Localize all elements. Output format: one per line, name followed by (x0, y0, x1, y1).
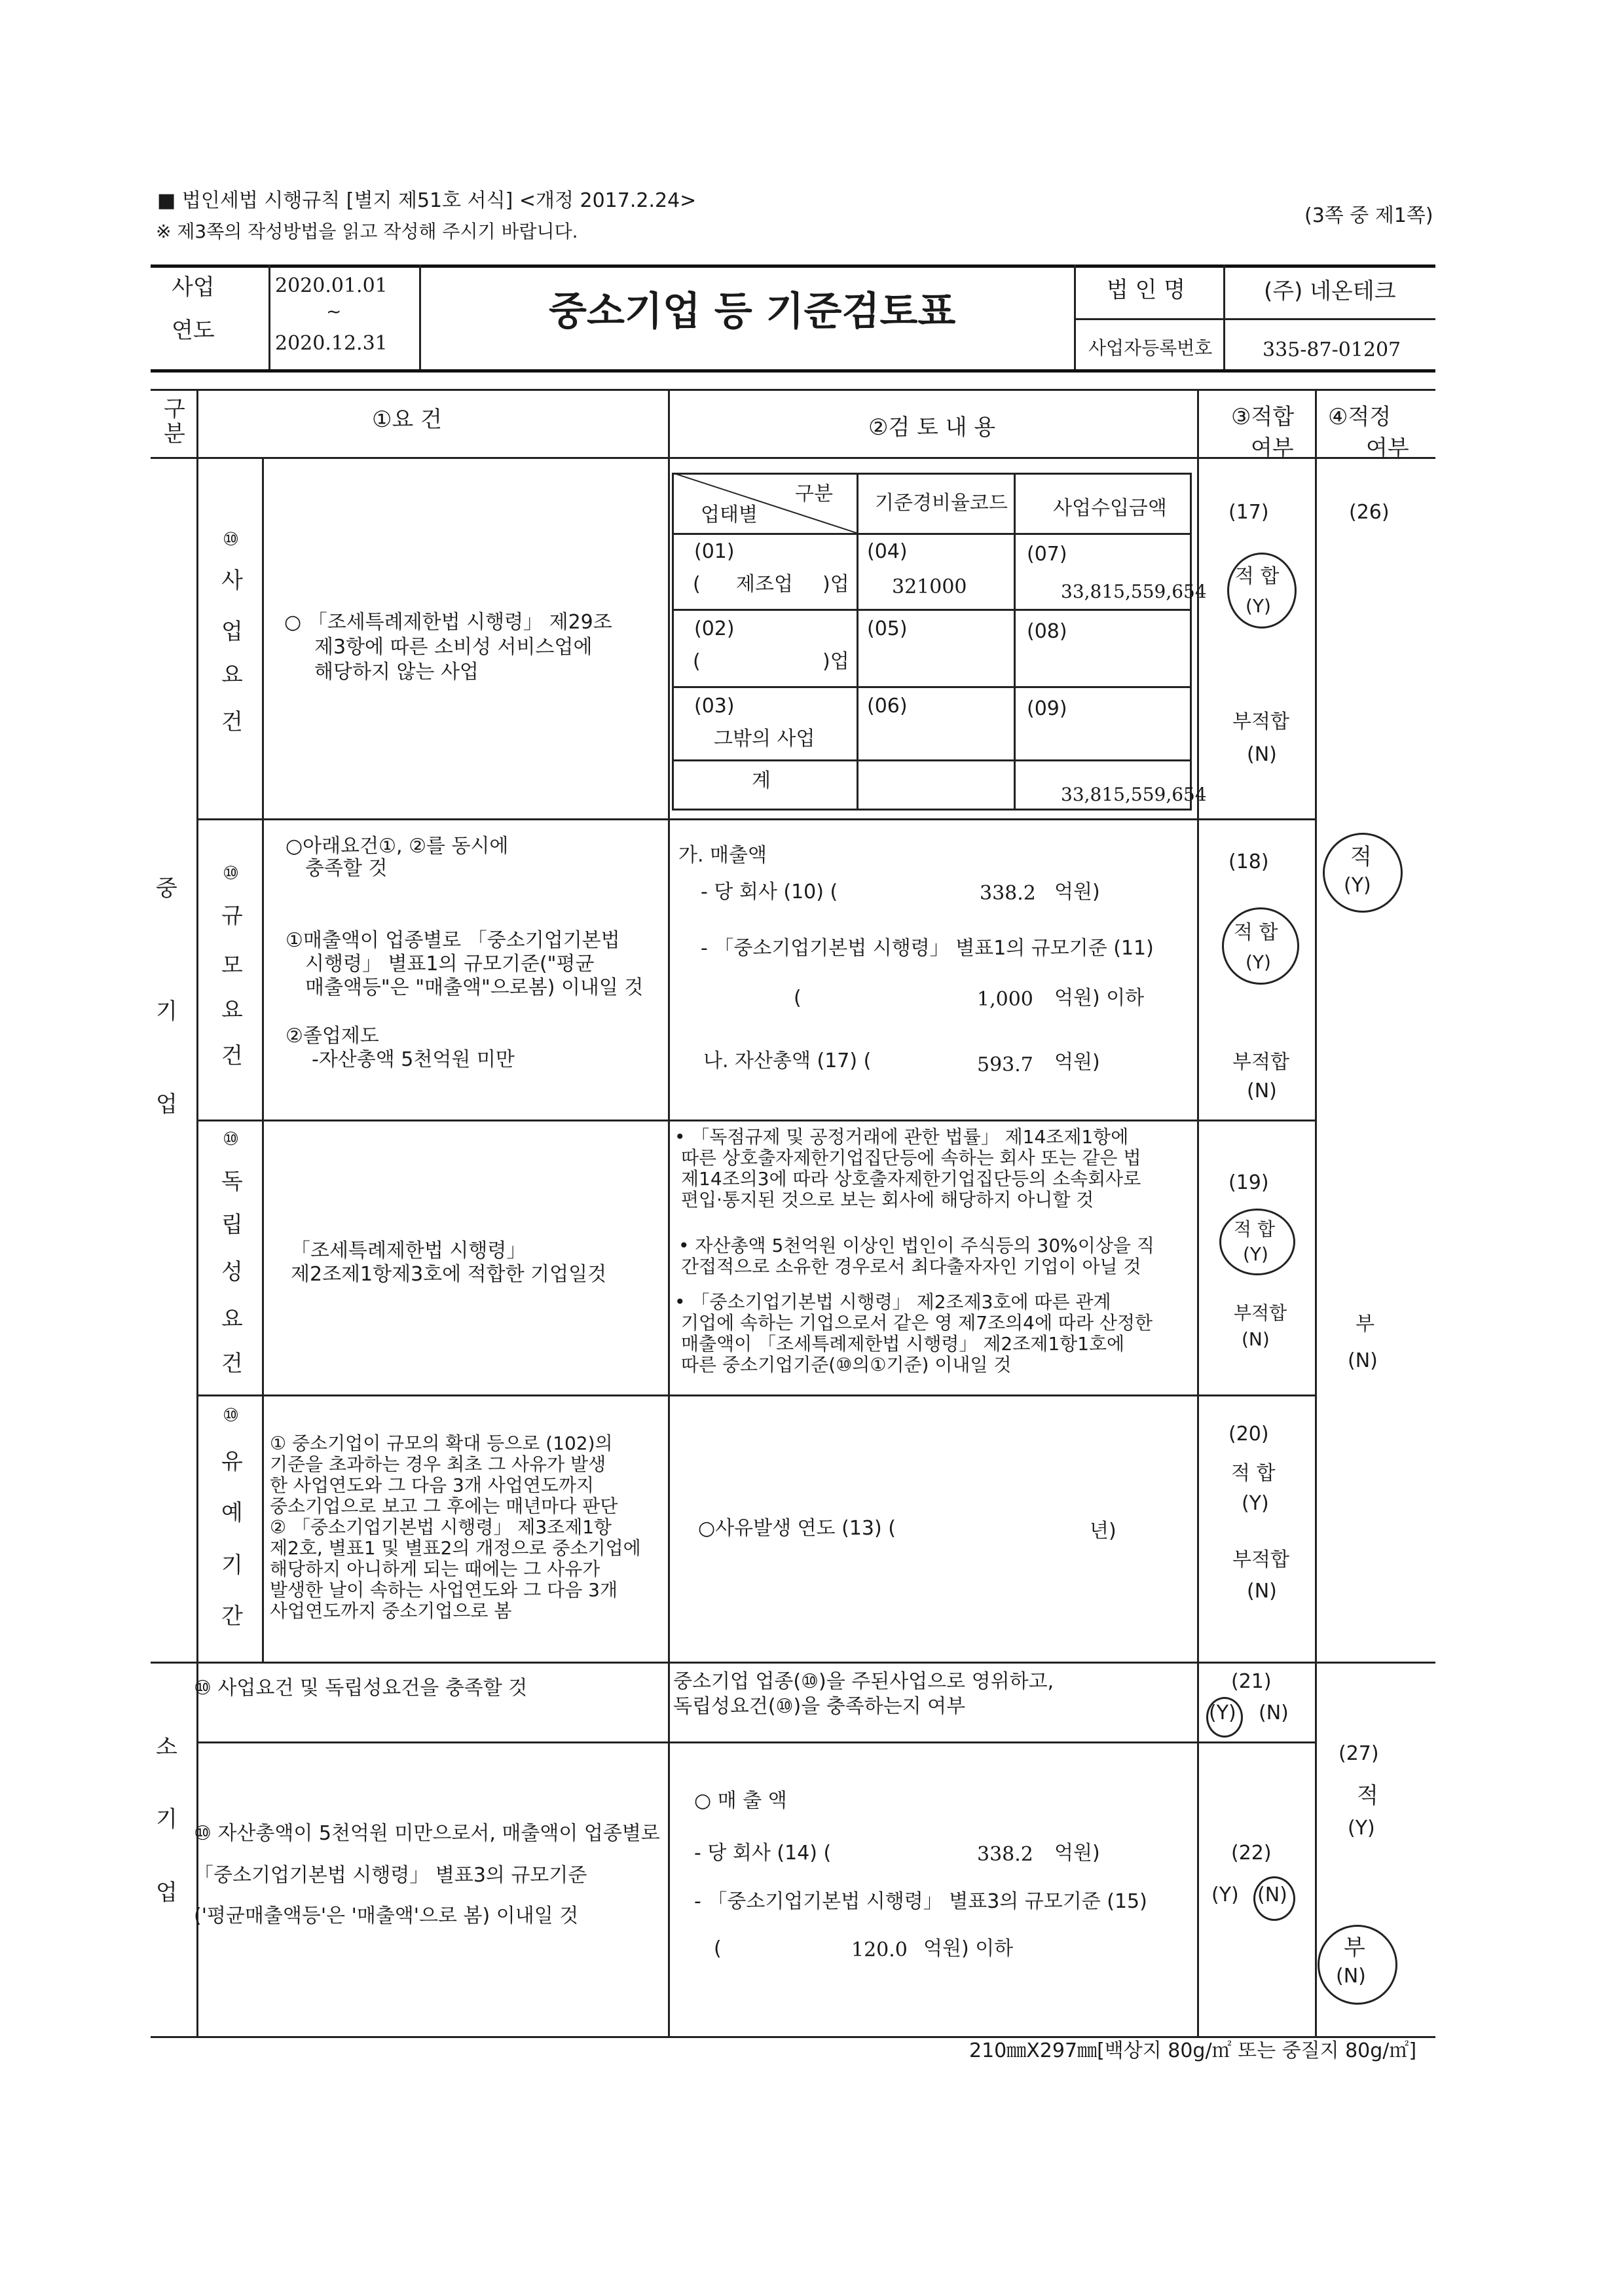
proper-yes: 적 (1350, 844, 1372, 870)
review-text: - 당 회사 (10) ( (701, 881, 838, 903)
col-divider (262, 457, 264, 1662)
requirement-text: 시행령」 별표1의 규모기준("평균 (305, 953, 595, 975)
review-text: 억원) 이하 (923, 1937, 1014, 1960)
industry-table-divider (672, 759, 1192, 761)
proper-yes: (Y) (1344, 874, 1371, 897)
row-label: 업 (221, 619, 243, 645)
fit-no: (N) (1257, 1884, 1287, 1906)
industry-table-divider (672, 609, 1192, 611)
row-divider (196, 818, 1315, 820)
row-label: 규 (221, 903, 243, 929)
row-label: 예 (221, 1500, 243, 1526)
section-label-medium: 기 (156, 998, 177, 1025)
requirement-text: 발생한 날이 속하는 사업연도와 그 다음 3개 (270, 1579, 618, 1601)
fit-yes: 적 합 (1235, 565, 1280, 588)
title-divider (268, 264, 270, 369)
fit-no: 부적합 (1232, 710, 1289, 733)
fit-yes: (Y) (1243, 1243, 1268, 1265)
instruction-note: ※ 제3쪽의 작성방법을 읽고 작성해 주시기 바랍니다. (156, 221, 578, 242)
requirement-text: ⑩ 자산총액이 5천억원 미만으로서, 매출액이 업종별로 (194, 1822, 660, 1845)
fit-yes: 적 합 (1234, 1218, 1275, 1240)
section-label-medium: 업 (156, 1091, 177, 1118)
cell-code: (06) (867, 695, 908, 718)
section-divider (151, 1662, 1435, 1664)
review-text: 기업에 속하는 기업으로서 같은 영 제7조의4에 따라 산정한 (681, 1312, 1153, 1334)
page-info: (3쪽 중 제1쪽) (1304, 204, 1433, 227)
header-gubun: 분 (164, 421, 185, 447)
cell-close: )업 (822, 650, 849, 673)
fit-yes: (Y) (1246, 595, 1271, 617)
review-text: 억원) 이하 (1054, 987, 1145, 1010)
requirement-text: 제2조제1항제3호에 적합한 기업일것 (291, 1263, 607, 1286)
row-label: 독 (221, 1169, 243, 1195)
row-label: 건 (221, 709, 243, 735)
review-text: 제14조의3에 따라 상호출자제한기업집단등의 소속회사로 (681, 1168, 1141, 1190)
requirement-text: 「중소기업기본법 시행령」 별표3의 규모기준 (194, 1864, 587, 1887)
industry-table-divider (672, 686, 1192, 688)
review-text: 중소기업 업종(⑩)을 주된사업으로 영위하고, (673, 1670, 1054, 1693)
review-value: 1,000 (977, 988, 1033, 1011)
row-divider (196, 1741, 1315, 1743)
row-label: 사 (221, 568, 243, 594)
form-title: 중소기업 등 기준검토표 (549, 289, 956, 335)
proper-yes: (Y) (1348, 1817, 1375, 1840)
header-fit: ③적합 (1231, 404, 1295, 430)
proper-no: (N) (1348, 1349, 1378, 1372)
title-top-rule (151, 264, 1435, 268)
industry-table-header: 기준경비율코드 (875, 492, 1008, 515)
section-label-small: 업 (156, 1880, 177, 1906)
title-divider (1223, 264, 1225, 369)
requirement-text: 중소기업으로 보고 그 후에는 매년마다 판단 (270, 1495, 618, 1517)
col-divider (1197, 389, 1199, 2036)
header-fit: 여부 (1251, 435, 1294, 462)
fit-number: (17) (1228, 501, 1269, 524)
fit-yes: 적 합 (1234, 921, 1278, 944)
selected-circle (1227, 553, 1297, 629)
section-label-small: 소 (156, 1734, 177, 1760)
row-code: ⑩ (223, 862, 240, 884)
period-tilde: ~ (326, 301, 342, 322)
review-text: • 「독점규제 및 공정거래에 관한 법률」 제14조제1항에 (674, 1126, 1129, 1148)
header-review: ②검 토 내 용 (868, 414, 996, 441)
review-text: ○사유발생 연도 (13) ( (698, 1517, 896, 1540)
title-divider (419, 264, 421, 369)
requirement-text: ○ 「조세특례제한법 시행령」 제29조 (284, 611, 612, 634)
cell-industry: 그밖의 사업 (714, 727, 815, 750)
header-bottom-rule (151, 457, 1435, 459)
fit-yes: (Y) (1246, 951, 1271, 973)
cell-code: (08) (1027, 620, 1067, 643)
review-value: 120.0 (851, 1939, 908, 1961)
fit-yes: (Y) (1242, 1492, 1269, 1515)
fit-no: 부적합 (1232, 1548, 1289, 1571)
fit-no: (N) (1247, 1080, 1277, 1102)
requirement-text: ('평균매출액등'은 '매출액'으로 봄) 이내일 것 (194, 1904, 579, 1927)
proper-no: 부 (1344, 1935, 1365, 1961)
review-value: 338.2 (980, 882, 1036, 905)
row-divider (196, 1120, 1315, 1121)
requirement-text: ②졸업제도 (286, 1025, 379, 1048)
requirement-text: 해당하지 아니하게 되는 때에는 그 사유가 (270, 1558, 600, 1580)
row-label: 요 (221, 662, 243, 688)
review-text: 억원) (1054, 1842, 1100, 1865)
industry-table-header: 사업수입금액 (1053, 497, 1167, 520)
title-divider (1074, 318, 1435, 320)
requirement-text: 제3항에 따른 소비성 서비스업에 (314, 636, 593, 659)
proper-no: 부 (1356, 1313, 1375, 1336)
fit-no: (N) (1247, 743, 1277, 766)
row-label: 건 (221, 1351, 243, 1377)
table-bottom-rule (151, 2036, 1435, 2038)
fit-no: (N) (1242, 1328, 1270, 1350)
reg-no: 335-87-01207 (1263, 338, 1401, 361)
cell-revenue: 33,815,559,654 (1061, 581, 1207, 602)
section-label-small: 기 (156, 1806, 177, 1832)
review-text: 가. 매출액 (678, 844, 767, 867)
fit-number: (19) (1228, 1171, 1269, 1194)
title-bottom-rule (151, 369, 1435, 373)
requirement-text: 「조세특례제한법 시행령」 (291, 1239, 526, 1262)
review-text: 억원) (1054, 1051, 1100, 1074)
fit-yes: (Y) (1211, 1884, 1239, 1906)
title-divider (1074, 264, 1076, 369)
col-divider (1315, 389, 1317, 2036)
review-text: ( (794, 987, 802, 1010)
header-proper: 여부 (1366, 435, 1409, 462)
review-text: - 당 회사 (14) ( (694, 1842, 832, 1865)
review-text: 나. 자산총액 (17) ( (703, 1049, 872, 1072)
review-text: 억원) (1054, 881, 1100, 903)
review-text: 따른 중소기업기준(⑩의①기준) 이내일 것 (681, 1354, 1012, 1376)
review-text: 간접적으로 소유한 경우로서 최다출자자인 기업이 아닐 것 (681, 1256, 1141, 1277)
cell-code: (04) (867, 540, 908, 563)
paper-spec: 210㎜X297㎜[백상지 80g/㎡ 또는 중질지 80g/㎡] (969, 2039, 1417, 2062)
cell-code: (07) (1027, 543, 1067, 566)
proper-number: (26) (1349, 501, 1390, 524)
cell-open: ( (693, 573, 701, 596)
fit-number: (18) (1228, 850, 1269, 873)
fit-number: (20) (1228, 1423, 1269, 1446)
fit-yes: 적 합 (1231, 1462, 1276, 1485)
corp-name: (주) 네온테크 (1264, 278, 1396, 304)
col-divider (668, 389, 670, 2036)
review-text: • 자산총액 5천억원 이상인 법인이 주식등의 30%이상을 직 (678, 1235, 1154, 1256)
requirement-text: ⑩ 사업요건 및 독립성요건을 충족할 것 (194, 1677, 528, 1700)
header-requirements: ①요 건 (372, 407, 442, 433)
law-reference: ■ 법인세법 시행규칙 [별지 제51호 서식] <개정 2017.2.24> (157, 189, 697, 212)
cell-close: )업 (822, 573, 849, 596)
row-code: ⑩ (223, 1128, 240, 1150)
review-text: - 「중소기업기본법 시행령」 별표3의 규모기준 (15) (694, 1890, 1147, 1913)
requirement-text: 기준을 초과하는 경우 최초 그 사유가 발생 (270, 1453, 606, 1475)
section-label-medium: 중 (156, 875, 177, 902)
row-code: ⑩ (223, 1404, 240, 1426)
requirement-text: 사업연도까지 중소기업으로 봄 (270, 1600, 512, 1622)
year-label: 연도 (172, 318, 215, 344)
requirement-text: 매출액등"은 "매출액"으로봄) 이내일 것 (305, 976, 644, 999)
fit-number: (21) (1231, 1670, 1272, 1693)
review-text: ○ 매 출 액 (694, 1789, 787, 1812)
requirement-text: ① 중소기업이 규모의 확대 등으로 (102)의 (270, 1432, 613, 1454)
industry-table-header: 구분 (795, 483, 833, 505)
requirement-text: 한 사업연도와 그 다음 3개 사업연도까지 (270, 1474, 595, 1496)
fit-number: (22) (1231, 1842, 1272, 1865)
header-gubun: 구 (164, 396, 185, 422)
fit-no: 부적합 (1234, 1302, 1287, 1324)
row-code: ⑩ (223, 528, 240, 550)
requirement-text: ○아래요건①, ②를 동시에 (286, 835, 509, 858)
period-end: 2020.12.31 (275, 332, 388, 355)
cell-total-value: 33,815,559,654 (1061, 784, 1207, 805)
col-divider (196, 389, 198, 2036)
fit-no: (N) (1247, 1580, 1277, 1603)
requirement-text: -자산총액 5천억원 미만 (312, 1048, 515, 1071)
proper-no: (N) (1336, 1965, 1366, 1988)
industry-table-header: 업태별 (701, 503, 758, 526)
row-label: 건 (221, 1043, 243, 1069)
cell-ratio-code: 321000 (892, 575, 967, 598)
cell-open: ( (693, 650, 701, 673)
reg-no-label: 사업자등록번호 (1088, 337, 1213, 359)
row-label: 성 (221, 1259, 243, 1285)
requirement-text: ② 「중소기업기본법 시행령」 제3조제1항 (270, 1516, 612, 1538)
requirement-text: 해당하지 않는 사업 (314, 661, 479, 683)
cell-code: (03) (694, 695, 735, 718)
row-label: 모 (221, 953, 243, 979)
fit-no: 부적합 (1232, 1051, 1289, 1074)
header-proper: ④적정 (1328, 404, 1392, 430)
cell-code: (01) (694, 540, 735, 563)
cell-code: (02) (694, 617, 735, 640)
row-divider (196, 1394, 1315, 1396)
review-text: • 「중소기업기본법 시행령」 제2조제3호에 따른 관계 (674, 1291, 1111, 1313)
cell-total-label: 계 (752, 769, 771, 792)
review-text: - 「중소기업기본법 시행령」 별표1의 규모기준 (11) (701, 937, 1154, 960)
review-text: 편입·통지된 것으로 보는 회사에 해당하지 아니할 것 (681, 1189, 1094, 1211)
selected-circle (1222, 907, 1299, 985)
review-text: 따른 상호출자제한기업집단등에 속하는 회사 또는 같은 법 (681, 1147, 1141, 1169)
industry-table-divider (672, 533, 1192, 535)
row-label: 간 (221, 1603, 243, 1630)
review-text: 매출액이 「조세특례제한법 시행령」 제2조제1항1호에 (681, 1333, 1125, 1355)
proper-yes: 적 (1357, 1783, 1378, 1809)
row-label: 요 (221, 997, 243, 1023)
row-label: 유 (221, 1449, 243, 1475)
row-label: 요 (221, 1306, 243, 1332)
row-label: 기 (221, 1552, 243, 1578)
cell-industry: 제조업 (736, 573, 793, 596)
review-value: 338.2 (977, 1843, 1033, 1866)
year-label: 사업 (172, 274, 215, 301)
table-top-rule (151, 389, 1435, 391)
cell-code: (05) (867, 617, 908, 640)
fit-no: (N) (1259, 1702, 1289, 1724)
period-start: 2020.01.01 (275, 274, 388, 297)
corp-name-label: 법 인 명 (1107, 277, 1186, 303)
review-value: 593.7 (977, 1053, 1033, 1076)
fit-yes: (Y) (1209, 1702, 1236, 1724)
requirement-text: ①매출액이 업종별로 「중소기업기본법 (286, 929, 620, 952)
review-text: ( (714, 1937, 722, 1960)
review-text: 독립성요건(⑩)을 충족하는지 여부 (673, 1695, 966, 1718)
row-label: 립 (221, 1212, 243, 1238)
cell-code: (09) (1027, 697, 1067, 720)
proper-number: (27) (1338, 1742, 1379, 1765)
requirement-text: 제2호, 별표1 및 별표2의 개정으로 중소기업에 (270, 1537, 641, 1559)
requirement-text: 충족할 것 (305, 857, 388, 880)
review-text: 년) (1090, 1520, 1116, 1542)
